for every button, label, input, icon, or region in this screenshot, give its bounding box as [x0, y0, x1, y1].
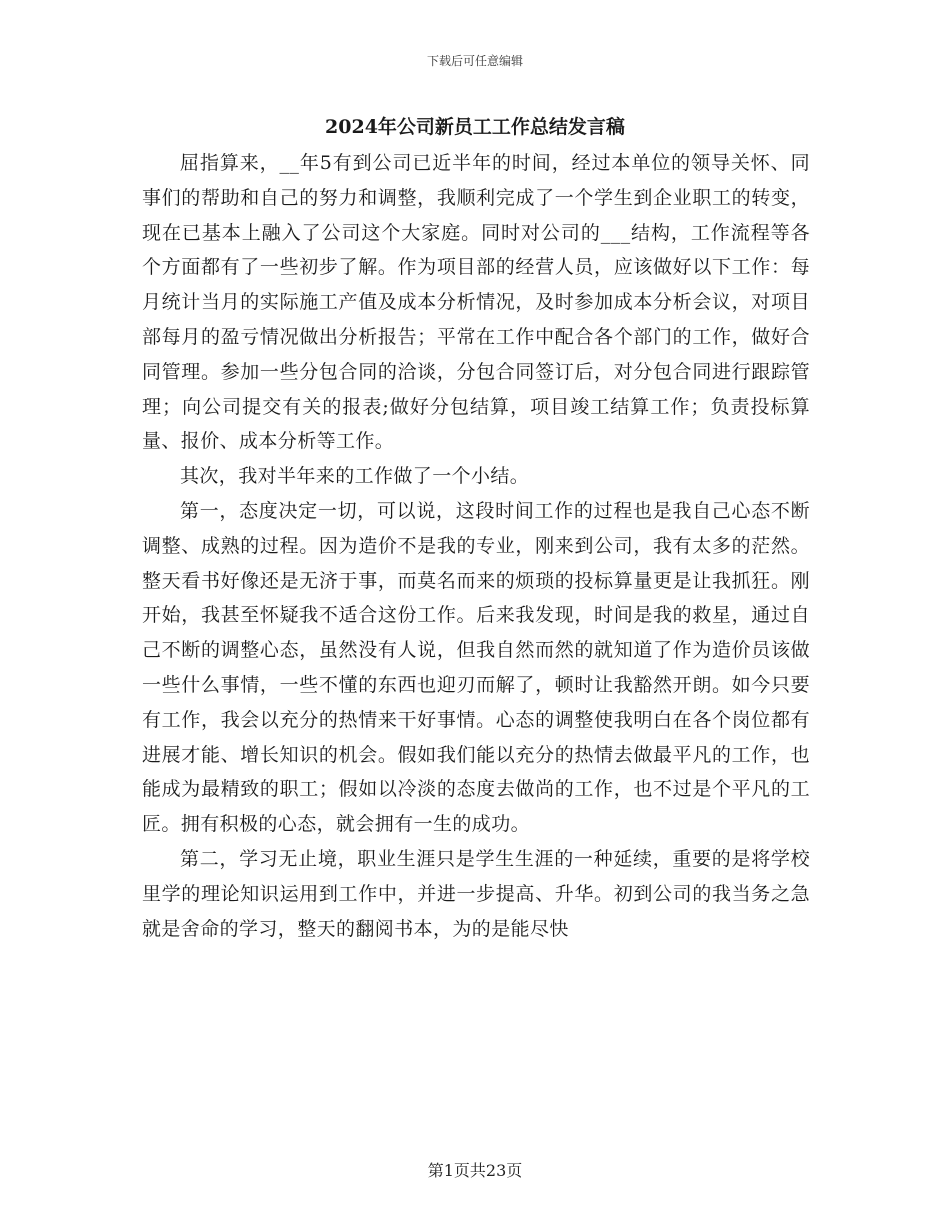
page-number: 第1页共23页	[427, 1161, 523, 1180]
document-title: 2024年公司新员工工作总结发言稿	[325, 116, 625, 138]
paragraph-point-one: 第一，态度决定一切，可以说，这段时间工作的过程也是我自己心态不断调整、成熟的过程。因为造价不是我的专业，刚来到公司，我有太多的茫然。整天看书好像还是无济于事，而莫名而来的烦琐的投标算量更是让我抓狂。刚开始，我甚至怀疑我不适合这份工作。后来我发现，时间是我的救星，通过自己不断的调整心态，虽然没有人说，但我自然而然的就知道了作为造价员该做一些什么事情，一些不懂的东西也迎刃而解了，顿时让我豁然开朗。如今只要有工作，我会以充分的热情来干好事情。心态的调整使我明白在各个岗位都有进展才能、增长知识的机会。假如我们能以充分的热情去做最平凡的工作，也能成为最精致的职工；假如以冷淡的态度去做尚的工作，也不过是个平凡的工匠。拥有积极的心态，就会拥有一生的成功。	[142, 499, 810, 836]
paragraph-point-two: 第二，学习无止境，职业生涯只是学生生涯的一种延续，重要的是将学校里学的理论知识运用到工作中，并进一步提高、升华。初到公司的我当务之急就是舍命的学习，整天的翻阅书本，为的是能尽快	[142, 847, 810, 940]
document-body	[142, 146, 810, 946]
paragraph-intro: 屈指算来，__年5有到公司已近半年的时间，经过本单位的领导关怀、同事们的帮助和自己的努力和调整，我顺利完成了一个学生到企业职工的转变，现在已基本上融入了公司这个大家庭。同时对公司的___结构，工作流程等各个方面都有了一些初步了解。作为项目部的经营人员，应该做好以下工作：每月统计当月的实际施工产值及成本分析情况，及时参加成本分析会议，对项目部每月的盈亏情况做出分析报告；平常在工作中配合各个部门的工作，做好合同管理。参加一些分包合同的洽谈，分包合同签订后，对分包合同进行跟踪管理；向公司提交有关的报表;做好分包结算，项目竣工结算工作；负责投标算量、报价、成本分析等工作。	[142, 152, 810, 453]
paragraph-summary-lead: 其次，我对半年来的工作做了一个小结。	[180, 465, 530, 488]
header-note: 下载后可任意编辑	[426, 54, 523, 68]
